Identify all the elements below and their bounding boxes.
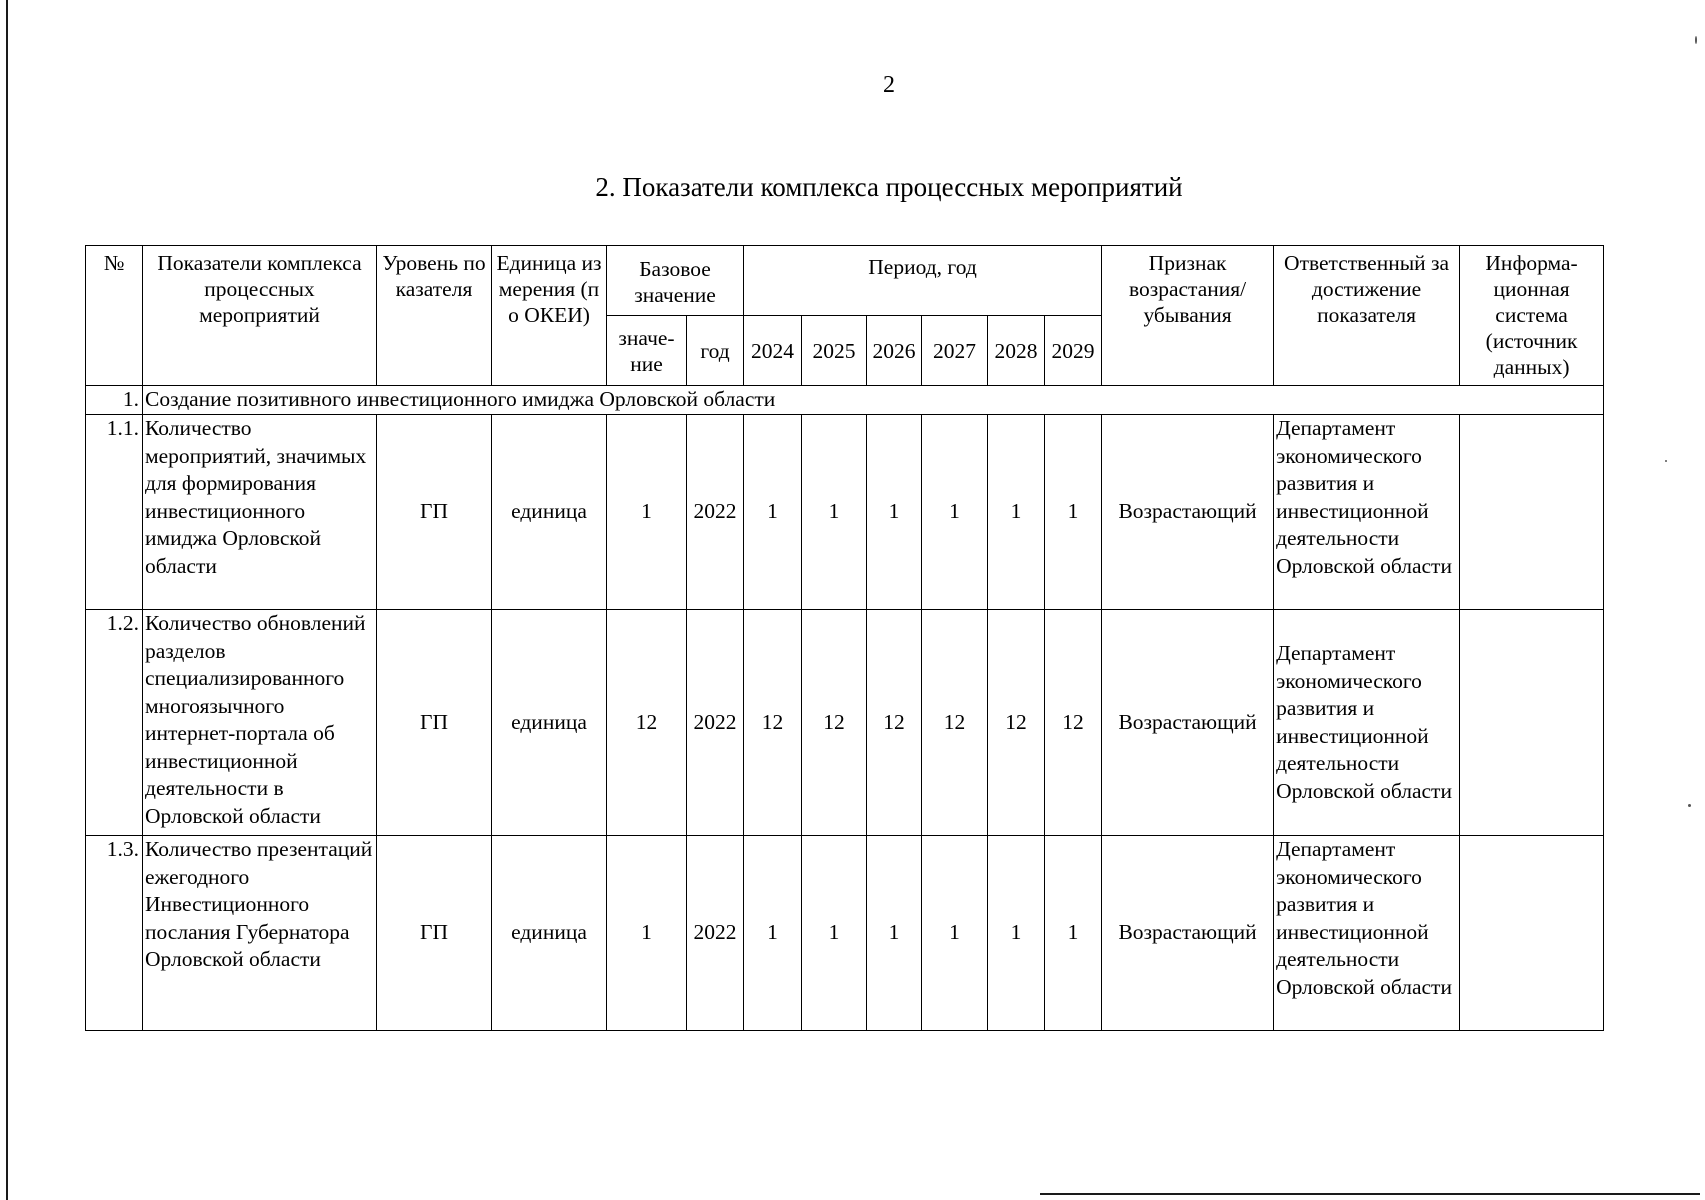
section-row bbox=[86, 386, 1604, 415]
row-num: 1.1. bbox=[86, 415, 143, 610]
responsible: Департамент экономического развития и инвестиционной деятельности Орловской области bbox=[1274, 836, 1460, 1031]
indicator-unit: единица bbox=[492, 415, 607, 610]
scan-speck bbox=[1688, 804, 1691, 807]
header-indicator: Показатели комплекса процессных мероприятий bbox=[143, 246, 377, 386]
header-base: Базовое значение bbox=[607, 246, 744, 316]
scan-speck bbox=[1695, 36, 1697, 44]
row-num: 1.2. bbox=[86, 610, 143, 836]
table-row bbox=[86, 610, 1604, 836]
year-value: 12 bbox=[744, 610, 802, 836]
header-base-year: год bbox=[687, 316, 744, 386]
year-value: 1 bbox=[1045, 415, 1102, 610]
responsible: Департамент экономического развития и инвестиционной деятельности Орловской области bbox=[1274, 415, 1460, 610]
year-value: 1 bbox=[744, 836, 802, 1031]
header-period: Период, год bbox=[744, 246, 1102, 316]
header-year: 2024 bbox=[744, 316, 802, 386]
indicator-name: Количество мероприятий, значимых для формирования инвестиционного имиджа Орловской области bbox=[143, 415, 377, 610]
header-year: 2028 bbox=[988, 316, 1045, 386]
base-value: 12 bbox=[607, 610, 687, 836]
header-num: № bbox=[86, 246, 143, 386]
base-year: 2022 bbox=[687, 836, 744, 1031]
year-value: 12 bbox=[922, 610, 988, 836]
year-value: 1 bbox=[802, 415, 867, 610]
section-num: 1. bbox=[86, 386, 143, 415]
info-system bbox=[1460, 836, 1604, 1031]
header-year: 2029 bbox=[1045, 316, 1102, 386]
table-row bbox=[86, 836, 1604, 1031]
indicator-level: ГП bbox=[377, 610, 492, 836]
scan-border-bottom bbox=[1040, 1193, 1700, 1195]
indicator-unit: единица bbox=[492, 610, 607, 836]
header-responsible: Ответственный за достижение показателя bbox=[1274, 246, 1460, 386]
section-title: Создание позитивного инвестиционного имиджа Орловской области bbox=[143, 386, 1604, 415]
year-value: 12 bbox=[1045, 610, 1102, 836]
base-year: 2022 bbox=[687, 610, 744, 836]
info-system bbox=[1460, 415, 1604, 610]
year-value: 1 bbox=[922, 415, 988, 610]
year-value: 1 bbox=[744, 415, 802, 610]
year-value: 1 bbox=[1045, 836, 1102, 1031]
header-trend: Признак возрастания/ убывания bbox=[1102, 246, 1274, 386]
header-row-1 bbox=[86, 246, 1604, 316]
indicator-level: ГП bbox=[377, 836, 492, 1031]
page-title: 2. Показатели комплекса процессных мероприятий bbox=[595, 172, 1183, 202]
base-year: 2022 bbox=[687, 415, 744, 610]
row-num: 1.3. bbox=[86, 836, 143, 1031]
year-value: 1 bbox=[922, 836, 988, 1031]
trend: Возрастающий bbox=[1102, 415, 1274, 610]
responsible: Департамент экономического развития и инвестиционной деятельности Орловской области bbox=[1274, 610, 1460, 836]
scan-speck bbox=[1665, 460, 1667, 462]
indicator-name: Количество обновлений разделов специализированного многоязычного интернет-портала об инвестиционной деятельности в Орловской области bbox=[143, 610, 377, 836]
table-row bbox=[86, 415, 1604, 610]
header-year: 2025 bbox=[802, 316, 867, 386]
header-level: Уровень показателя bbox=[377, 246, 492, 386]
year-value: 12 bbox=[988, 610, 1045, 836]
year-value: 1 bbox=[867, 836, 922, 1031]
page-number: 2 bbox=[883, 72, 895, 98]
base-value: 1 bbox=[607, 836, 687, 1031]
header-base-value: значе-ние bbox=[607, 316, 687, 386]
year-value: 12 bbox=[867, 610, 922, 836]
indicators-table bbox=[85, 245, 1604, 1031]
year-value: 1 bbox=[988, 836, 1045, 1031]
header-year: 2027 bbox=[922, 316, 988, 386]
trend: Возрастающий bbox=[1102, 610, 1274, 836]
indicator-name: Количество презентаций ежегодного Инвестиционного послания Губернатора Орловской области bbox=[143, 836, 377, 1031]
year-value: 1 bbox=[988, 415, 1045, 610]
year-value: 1 bbox=[802, 836, 867, 1031]
header-info-system: Информа-ционная система (источник данных) bbox=[1460, 246, 1604, 386]
year-value: 1 bbox=[867, 415, 922, 610]
base-value: 1 bbox=[607, 415, 687, 610]
trend: Возрастающий bbox=[1102, 836, 1274, 1031]
info-system bbox=[1460, 610, 1604, 836]
year-value: 12 bbox=[802, 610, 867, 836]
indicator-level: ГП bbox=[377, 415, 492, 610]
header-year: 2026 bbox=[867, 316, 922, 386]
indicator-unit: единица bbox=[492, 836, 607, 1031]
header-unit: Единица измерения (по ОКЕИ) bbox=[492, 246, 607, 386]
